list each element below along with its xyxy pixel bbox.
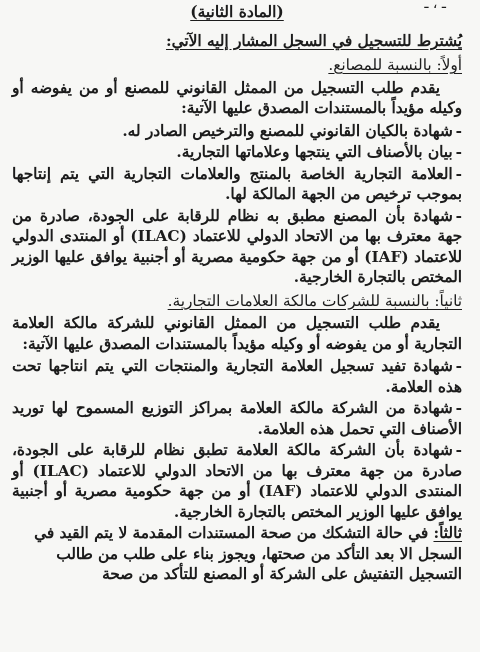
bullet-text: العلامة التجارية الخاصة بالمنتج والعلامات التجارية التي يتم إنتاجها بموجب ترخيص من الجهة المالكة لها. (12, 164, 462, 203)
bullet-dash: - (455, 164, 462, 183)
article-title (12, 2, 462, 23)
intro-text: يُشترط للتسجيل في السجل المشار إليه الآتي: (165, 31, 462, 50)
section1-bullet-3 (12, 164, 462, 205)
section1-bullet-1 (12, 121, 462, 142)
bullet-text: شهادة بأن المصنع مطبق به نظام للرقابة على الجودة، صادرة من جهة معترف بها من الاتحاد الدولي للاعتماد (12, 206, 463, 245)
bullet-text: أو المنتدى الدولي للاعتماد (12, 227, 463, 266)
bullet-text: شهادة بأن الشركة مالكة العلامة تطبق نظام للرقابة على الجودة، صادرة من جهة معترف بها من الاتحاد الدولي للاعتماد (12, 441, 462, 480)
section1-heading-text: أولاً: بالنسبة للمصانع. (328, 56, 462, 74)
section3-label: ثالثاً: (433, 524, 462, 542)
bullet-dash: - (455, 143, 462, 161)
section2-bullet-2 (12, 398, 462, 439)
bullet-text: أو المنتدى الدولي للاعتماد (12, 461, 463, 500)
ilac-code: (ILAC) (130, 227, 187, 245)
bullet-dash: - (455, 121, 462, 140)
bullet-dash: - (455, 206, 462, 225)
bullet-dash: - (455, 357, 462, 375)
iaf-code: (IAF) (364, 247, 409, 266)
ilac-code: (ILAC) (32, 461, 89, 480)
iaf-code: (IAF) (258, 482, 303, 500)
section1-paragraph: يقدم طلب التسجيل من الممثل القانوني للمصنع أو من يفوضه أو وكيله مؤيداً بالمستندات المصدق عليها الآتية: (12, 78, 462, 117)
bullet-dash: - (455, 399, 462, 417)
section2-heading (12, 291, 462, 312)
intro-line (12, 31, 462, 52)
section3-text: في حالة التشكك من صحة المستندات المقدمة لا يتم القيد في السجل الا بعد التأكد من صحتها، ويجوز بناء على طلب من طالب التسجيل التفتيش على الشركة أو المصنع للتأكد من صحة (34, 524, 462, 583)
bullet-text: أو من جهة حكومية مصرية أو أجنبية يوافق عليها الوزير المختص بالتجارة الخارجية. (12, 482, 462, 521)
section1-bullet-4 (12, 206, 462, 288)
bullet-text: أو من جهة حكومية مصرية أو أجنبية يوافق عليها الوزير المختص بالتجارة الخارجية. (12, 247, 462, 286)
bullet-text: شهادة تفيد تسجيل العلامة التجارية والمنتجات التي يتم انتاجها تحت هذه العلامة. (12, 357, 462, 396)
section3-paragraph (12, 523, 462, 585)
top-mark: ـ ، ـ (424, 0, 446, 12)
bullet-dash: - (455, 441, 462, 459)
bullet-text: شهادة من الشركة مالكة العلامة بمراكز التوزيع المسموح لها توريد الأصناف التي تحمل هذه العلامة. (12, 399, 462, 438)
section2-paragraph: يقدم طلب التسجيل من الممثل القانوني للشركة مالكة العلامة التجارية أو من يفوضه أو وكيله مؤيداً بالمستندات المصدق عليها الآتية: (12, 314, 462, 353)
section2-bullet-1 (12, 356, 462, 397)
article-title-text: (المادة الثانية) (190, 2, 284, 21)
section2-bullet-3 (12, 440, 462, 522)
document-page (0, 2, 480, 652)
section1-bullet-2 (12, 142, 462, 163)
bullet-text: بيان بالأصناف التي ينتجها وعلاماتها التجارية. (176, 143, 453, 161)
section1-heading (12, 55, 462, 76)
section2-heading-text: ثانياً: بالنسبة للشركات مالكة العلامات التجارية. (167, 291, 462, 310)
bullet-text: شهادة بالكيان القانوني للمصنع والترخيص الصادر له. (122, 121, 453, 140)
